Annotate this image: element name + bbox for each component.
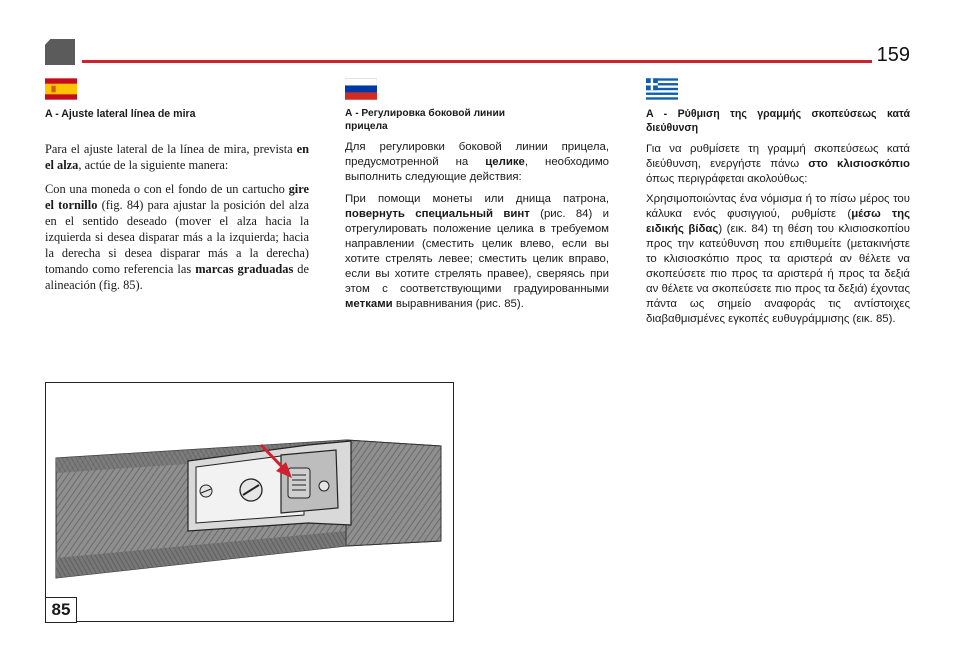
body-text: , actúe de la siguiente manera: [78,158,229,172]
body-text: όπως περιγράφεται ακολούθως: [646,173,808,185]
body-text: Con una moneda o con el fondo de un cartucho [45,182,289,196]
greece-flag-icon [646,78,678,100]
russian-paragraph-1 [345,140,609,185]
spain-flag-icon [45,78,77,100]
body-text: (рис. 84) и отрегулировать положение целика в требуемом направлении (сместить целик влево, если вы хотите стрелять левее; сместить целик вправо, если вы хотите стрелять правее), сверяясь при этом с соответствующими градуированными [345,208,610,295]
emphasis-text: marcas graduadas [195,262,294,276]
rear-sight-illustration [46,383,454,622]
spanish-paragraph-1 [45,141,309,173]
body-text: (fig. 84) para ajustar la posición del alza en el sentido deseado (mover el alza hacia la izquierda si desea disparar más a la izquierda; hacia la derecha si desea disparar más a la derecha) tomando como referencia las [45,198,309,276]
spanish-heading: A - Ajuste lateral línea de mira [45,108,196,120]
russian-heading: А - Регулировка боковой линии прицела [345,108,505,132]
greek-paragraph-1 [646,142,910,187]
spanish-column [45,107,309,293]
body-text: Для регулировки боковой линии прицела, предусмотренной на [345,141,609,168]
body-text: ) (εικ. 84) τη θέση του κλισιοσκοπίου προς την κατεύθυνση που επιθυμείτε (μετακινήστε το κλισιοσκόπιο προς τα αριστερά αν θέλετε να σκοπεύσετε πιο προς τα αριστερά ή προς τα δεξιά αν θέλετε να σκοπεύσετε πιο προς τα δεξιά) έχοντας πάντα ως σημείο αναφοράς τις αντίστοιχες διαβαθμισμένες εγκοπές ευθυγράμμισης (εικ. 85). [646,223,910,325]
body-text: Para el ajuste lateral de la línea de mira, prevista [45,142,297,156]
greek-column [646,107,910,327]
body-text: Για να ρυθμίσετε τη γραμμή σκοπεύσεως κατά διεύθυνση, ενεργήστε πάνω [646,143,910,170]
emphasis-text: μέσω της ειδικής βίδας [646,208,910,235]
figure-85 [45,382,454,622]
body-text: Χρησιμοποιώντας ένα νόμισμα ή το πίσω μέρος του κάλυκα ενός φυσιγγιού, ρυθμίστε ( [646,193,910,220]
russian-paragraph-2 [345,192,609,312]
header-rule [82,60,872,63]
emphasis-text: en el alza [45,142,309,172]
emphasis-text: метками [345,298,393,310]
page-number: 159 [876,44,910,66]
emphasis-text: целике [485,156,525,168]
body-text: de alineación (fig. 85). [45,262,309,292]
emphasis-text: gire el tornillo [45,182,309,212]
body-text: выравнивания (рис. 85). [392,298,524,310]
spanish-paragraph-2 [45,181,309,293]
body-text: , необходимо выполнить следующие действия: [345,156,609,183]
emphasis-text: повернуть специальный винт [345,208,530,220]
body-text: При помощи монеты или днища патрона, [345,193,609,205]
corner-tab-mark [45,39,75,65]
greek-paragraph-2 [646,192,910,327]
russia-flag-icon [345,78,377,100]
emphasis-text: στο κλισιοσκόπιο [808,158,910,170]
figure-number: 85 [45,597,77,623]
russian-column [345,107,609,312]
greek-heading: A - Ρύθμιση της γραμμής σκοπεύσεως κατά διεύθυνση [646,108,910,134]
